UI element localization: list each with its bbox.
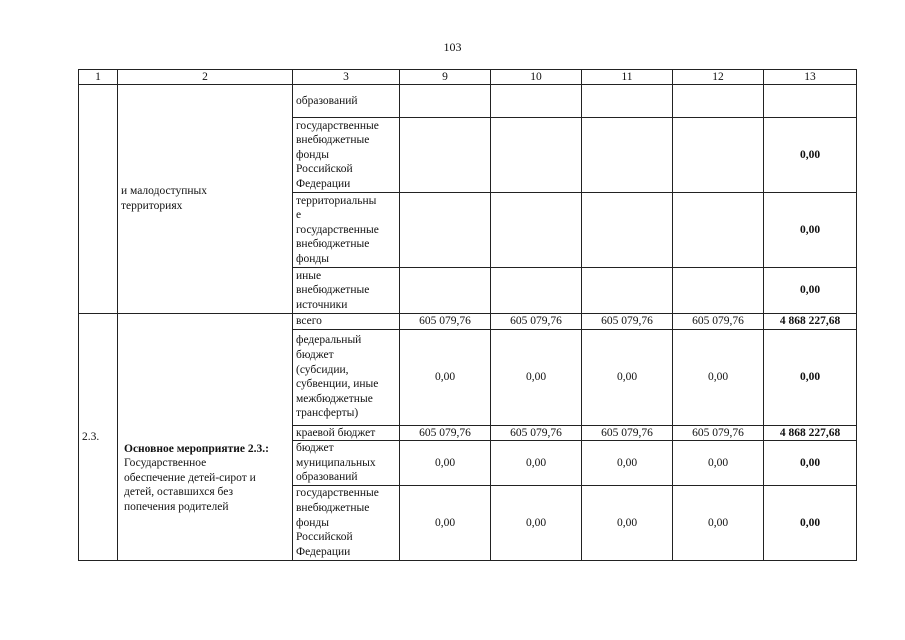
- funding-source-cell: [293, 314, 400, 330]
- funding-source-line: государственные: [296, 223, 379, 236]
- funding-source-line: внебюджетные: [296, 502, 370, 515]
- value-cell-c10: 0,00: [491, 329, 582, 425]
- measure-title: Основное мероприятие 2.3.:: [124, 442, 269, 455]
- header-cell: 10: [491, 70, 582, 85]
- funding-source-line: Федерации: [296, 177, 351, 190]
- value-cell-c12: [673, 268, 764, 314]
- value-cell-c10: 0,00: [491, 485, 582, 560]
- funding-source-cell: [293, 118, 400, 193]
- funding-source-line: краевой бюджет: [296, 426, 376, 439]
- funding-source-line: всего: [296, 315, 322, 327]
- funding-source-line: образований: [296, 471, 358, 484]
- value-cell-c13-total: 4 868 227,68: [764, 425, 857, 441]
- measure-description-line: попечения родителей: [124, 500, 229, 513]
- funding-source-line: межбюджетные: [296, 392, 373, 405]
- value-cell-c9: 605 079,76: [400, 314, 491, 330]
- measure-name-cell: [118, 85, 293, 314]
- funding-source-cell: [293, 425, 400, 441]
- value-cell-c11: [582, 118, 673, 193]
- measure-description-line: детей, оставшихся без: [124, 486, 234, 499]
- value-cell-c11: 0,00: [582, 441, 673, 486]
- value-cell-c13-total: 0,00: [764, 268, 857, 314]
- value-cell-c10: 0,00: [491, 441, 582, 486]
- item-number-cell: [79, 85, 118, 314]
- funding-source-cell: [293, 193, 400, 268]
- value-cell-c12: 0,00: [673, 329, 764, 425]
- funding-source-line: Федерации: [296, 545, 351, 558]
- funding-source-line: е: [296, 209, 302, 222]
- page-number: 103: [443, 40, 462, 54]
- value-cell-c9: 0,00: [400, 485, 491, 560]
- header-cell: 9: [400, 70, 491, 85]
- value-cell-c10: [491, 85, 582, 118]
- measure-name-line: территориях: [121, 200, 183, 212]
- value-cell-c10: 605 079,76: [491, 314, 582, 330]
- value-cell-c9: 0,00: [400, 441, 491, 486]
- funding-source-line: образований: [296, 94, 358, 107]
- header-cell: 3: [293, 70, 400, 85]
- header-cell: 2: [118, 70, 293, 85]
- value-cell-c9: [400, 85, 491, 118]
- funding-source-line: государственные: [296, 487, 379, 500]
- funding-source-line: трансферты): [296, 407, 359, 420]
- value-cell-c11: 0,00: [582, 485, 673, 560]
- funding-source-line: бюджет: [296, 348, 334, 361]
- measure-name-line: и малодоступных: [121, 185, 207, 198]
- funding-source-line: Российской: [296, 531, 353, 544]
- value-cell-c11: [582, 193, 673, 268]
- value-cell-c11: [582, 85, 673, 118]
- funding-source-line: федеральный: [296, 334, 362, 347]
- funding-source-cell: [293, 85, 400, 118]
- measure-description-line: обеспечение детей-сирот и: [124, 471, 256, 484]
- value-cell-c13-total: 0,00: [764, 485, 857, 560]
- value-cell-c12: [673, 193, 764, 268]
- funding-source-line: внебюджетные: [296, 134, 370, 147]
- funding-source-cell: [293, 268, 400, 314]
- value-cell-c9: 605 079,76: [400, 425, 491, 441]
- value-cell-c13-total: 0,00: [764, 441, 857, 486]
- value-cell-c10: [491, 268, 582, 314]
- header-row: [79, 70, 857, 85]
- funding-source-cell: [293, 441, 400, 486]
- value-cell-c13-total: 4 868 227,68: [764, 314, 857, 330]
- value-cell-c13-total: 0,00: [764, 118, 857, 193]
- funding-source-line: внебюджетные: [296, 238, 370, 251]
- value-cell-c11: 605 079,76: [582, 314, 673, 330]
- funding-source-line: бюджет: [296, 442, 334, 455]
- measure-name-cell: [118, 314, 293, 561]
- funding-source-cell: [293, 329, 400, 425]
- value-cell-c12: [673, 85, 764, 118]
- funding-source-line: территориальны: [296, 194, 377, 207]
- funding-source-line: субвенции, иные: [296, 378, 379, 391]
- value-cell-c12: 0,00: [673, 441, 764, 486]
- value-cell-c11: 605 079,76: [582, 425, 673, 441]
- value-cell-c10: [491, 193, 582, 268]
- measure-name-block: [121, 360, 289, 515]
- value-cell-c13-total: [764, 85, 857, 118]
- value-cell-c10: 605 079,76: [491, 425, 582, 441]
- header-cell: 1: [79, 70, 118, 85]
- value-cell-c12: 605 079,76: [673, 314, 764, 330]
- table-row: [79, 85, 857, 118]
- funding-source-cell: [293, 485, 400, 560]
- value-cell-c13-total: 0,00: [764, 329, 857, 425]
- header-cell: 13: [764, 70, 857, 85]
- funding-source-line: фонды: [296, 516, 329, 529]
- funding-source-line: внебюджетные: [296, 284, 370, 297]
- value-cell-c12: [673, 118, 764, 193]
- value-cell-c12: 605 079,76: [673, 425, 764, 441]
- value-cell-c11: [582, 268, 673, 314]
- header-cell: 11: [582, 70, 673, 85]
- item-number-cell: 2.3.: [79, 314, 118, 561]
- header-cell: 12: [673, 70, 764, 85]
- budget-table: [78, 69, 857, 561]
- table-row: [79, 314, 857, 330]
- funding-source-line: фонды: [296, 148, 329, 161]
- value-cell-c12: 0,00: [673, 485, 764, 560]
- measure-description-line: Государственное: [124, 457, 207, 470]
- funding-source-line: Российской: [296, 163, 353, 176]
- funding-source-line: фонды: [296, 252, 329, 265]
- funding-source-line: иные: [296, 269, 322, 282]
- funding-source-line: государственные: [296, 119, 379, 132]
- value-cell-c10: [491, 118, 582, 193]
- funding-source-line: муниципальных: [296, 456, 376, 469]
- value-cell-c9: [400, 118, 491, 193]
- funding-source-line: источники: [296, 298, 348, 311]
- funding-source-line: (субсидии,: [296, 363, 349, 376]
- value-cell-c9: [400, 193, 491, 268]
- value-cell-c11: 0,00: [582, 329, 673, 425]
- value-cell-c9: [400, 268, 491, 314]
- value-cell-c13-total: 0,00: [764, 193, 857, 268]
- value-cell-c9: 0,00: [400, 329, 491, 425]
